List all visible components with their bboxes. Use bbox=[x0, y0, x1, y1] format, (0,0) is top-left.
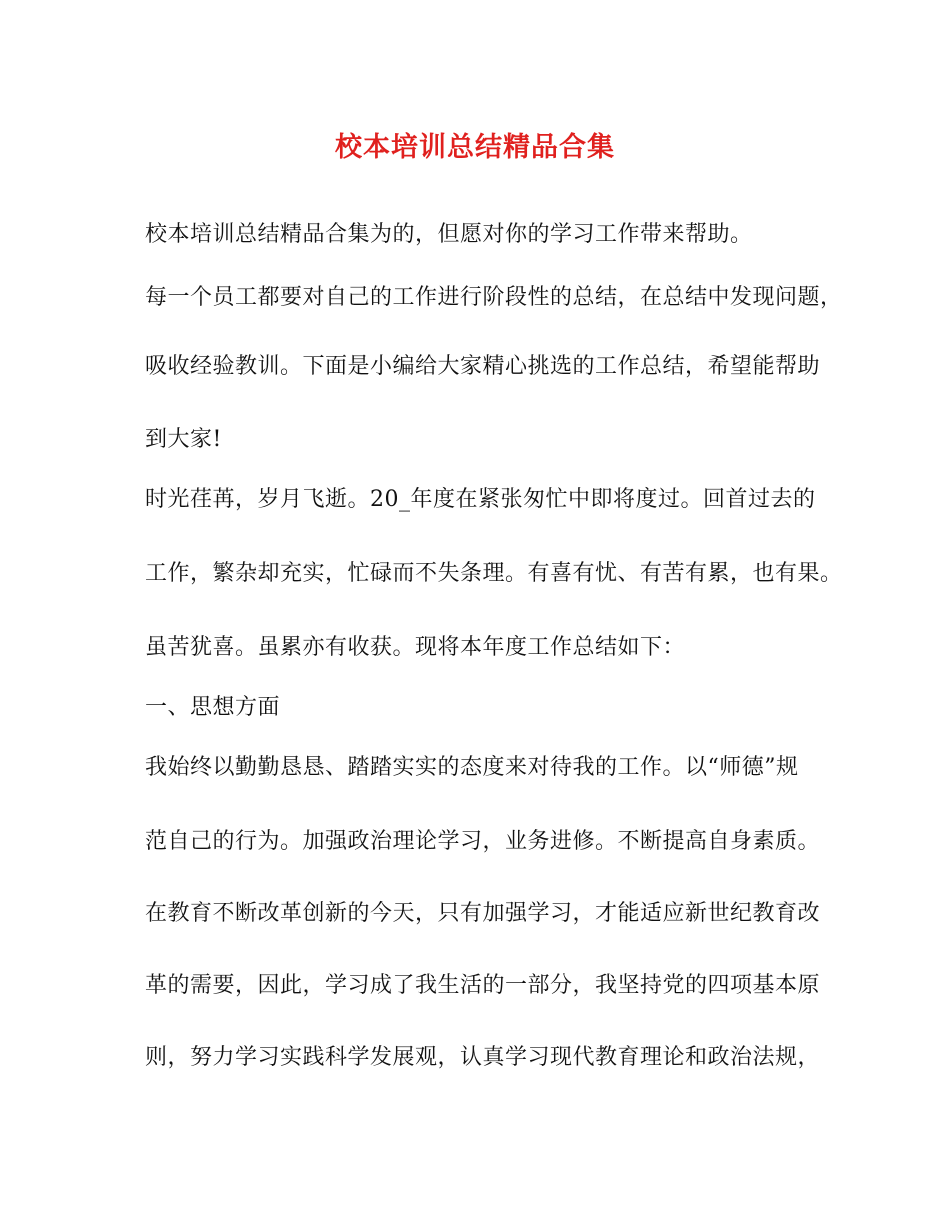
paragraph-line: 则，努力学习实践科学发展观，认真学习现代教育理论和政治法规， bbox=[145, 1045, 821, 1070]
paragraph-line: 吸收经验教训。下面是小编给大家精心挑选的工作总结，希望能帮助 bbox=[145, 354, 821, 379]
document-title: 校本培训总结精品合集 bbox=[335, 132, 615, 163]
section-heading: 一、思想方面 bbox=[145, 695, 281, 720]
paragraph-line: 工作，繁杂却充实，忙碌而不失条理。有喜有忧、有苦有累，也有果。 bbox=[145, 561, 843, 586]
paragraph-line: 范自己的行为。加强政治理论学习，业务进修。不断提高自身素质。 bbox=[145, 829, 821, 854]
paragraph-line: 校本培训总结精品合集为的，但愿对你的学习工作带来帮助。 bbox=[145, 222, 753, 247]
paragraph-line: 到大家! bbox=[145, 427, 222, 452]
paragraph-line: 虽苦犹喜。虽累亦有收获。现将本年度工作总结如下： bbox=[145, 635, 686, 660]
paragraph-line: 在教育不断改革创新的今天，只有加强学习，才能适应新世纪教育改 bbox=[145, 901, 821, 926]
paragraph-line: 革的需要，因此，学习成了我生活的一部分，我坚持党的四项基本原 bbox=[145, 973, 821, 998]
paragraph-line: 时光荏苒，岁月飞逝。20_年度在紧张匆忙中即将度过。回首过去的 bbox=[145, 487, 816, 512]
paragraph-line: 我始终以勤勤恳恳、踏踏实实的态度来对待我的工作。以“师德”规 bbox=[145, 755, 799, 780]
paragraph-line: 每一个员工都要对自己的工作进行阶段性的总结，在总结中发现问题， bbox=[145, 285, 843, 310]
